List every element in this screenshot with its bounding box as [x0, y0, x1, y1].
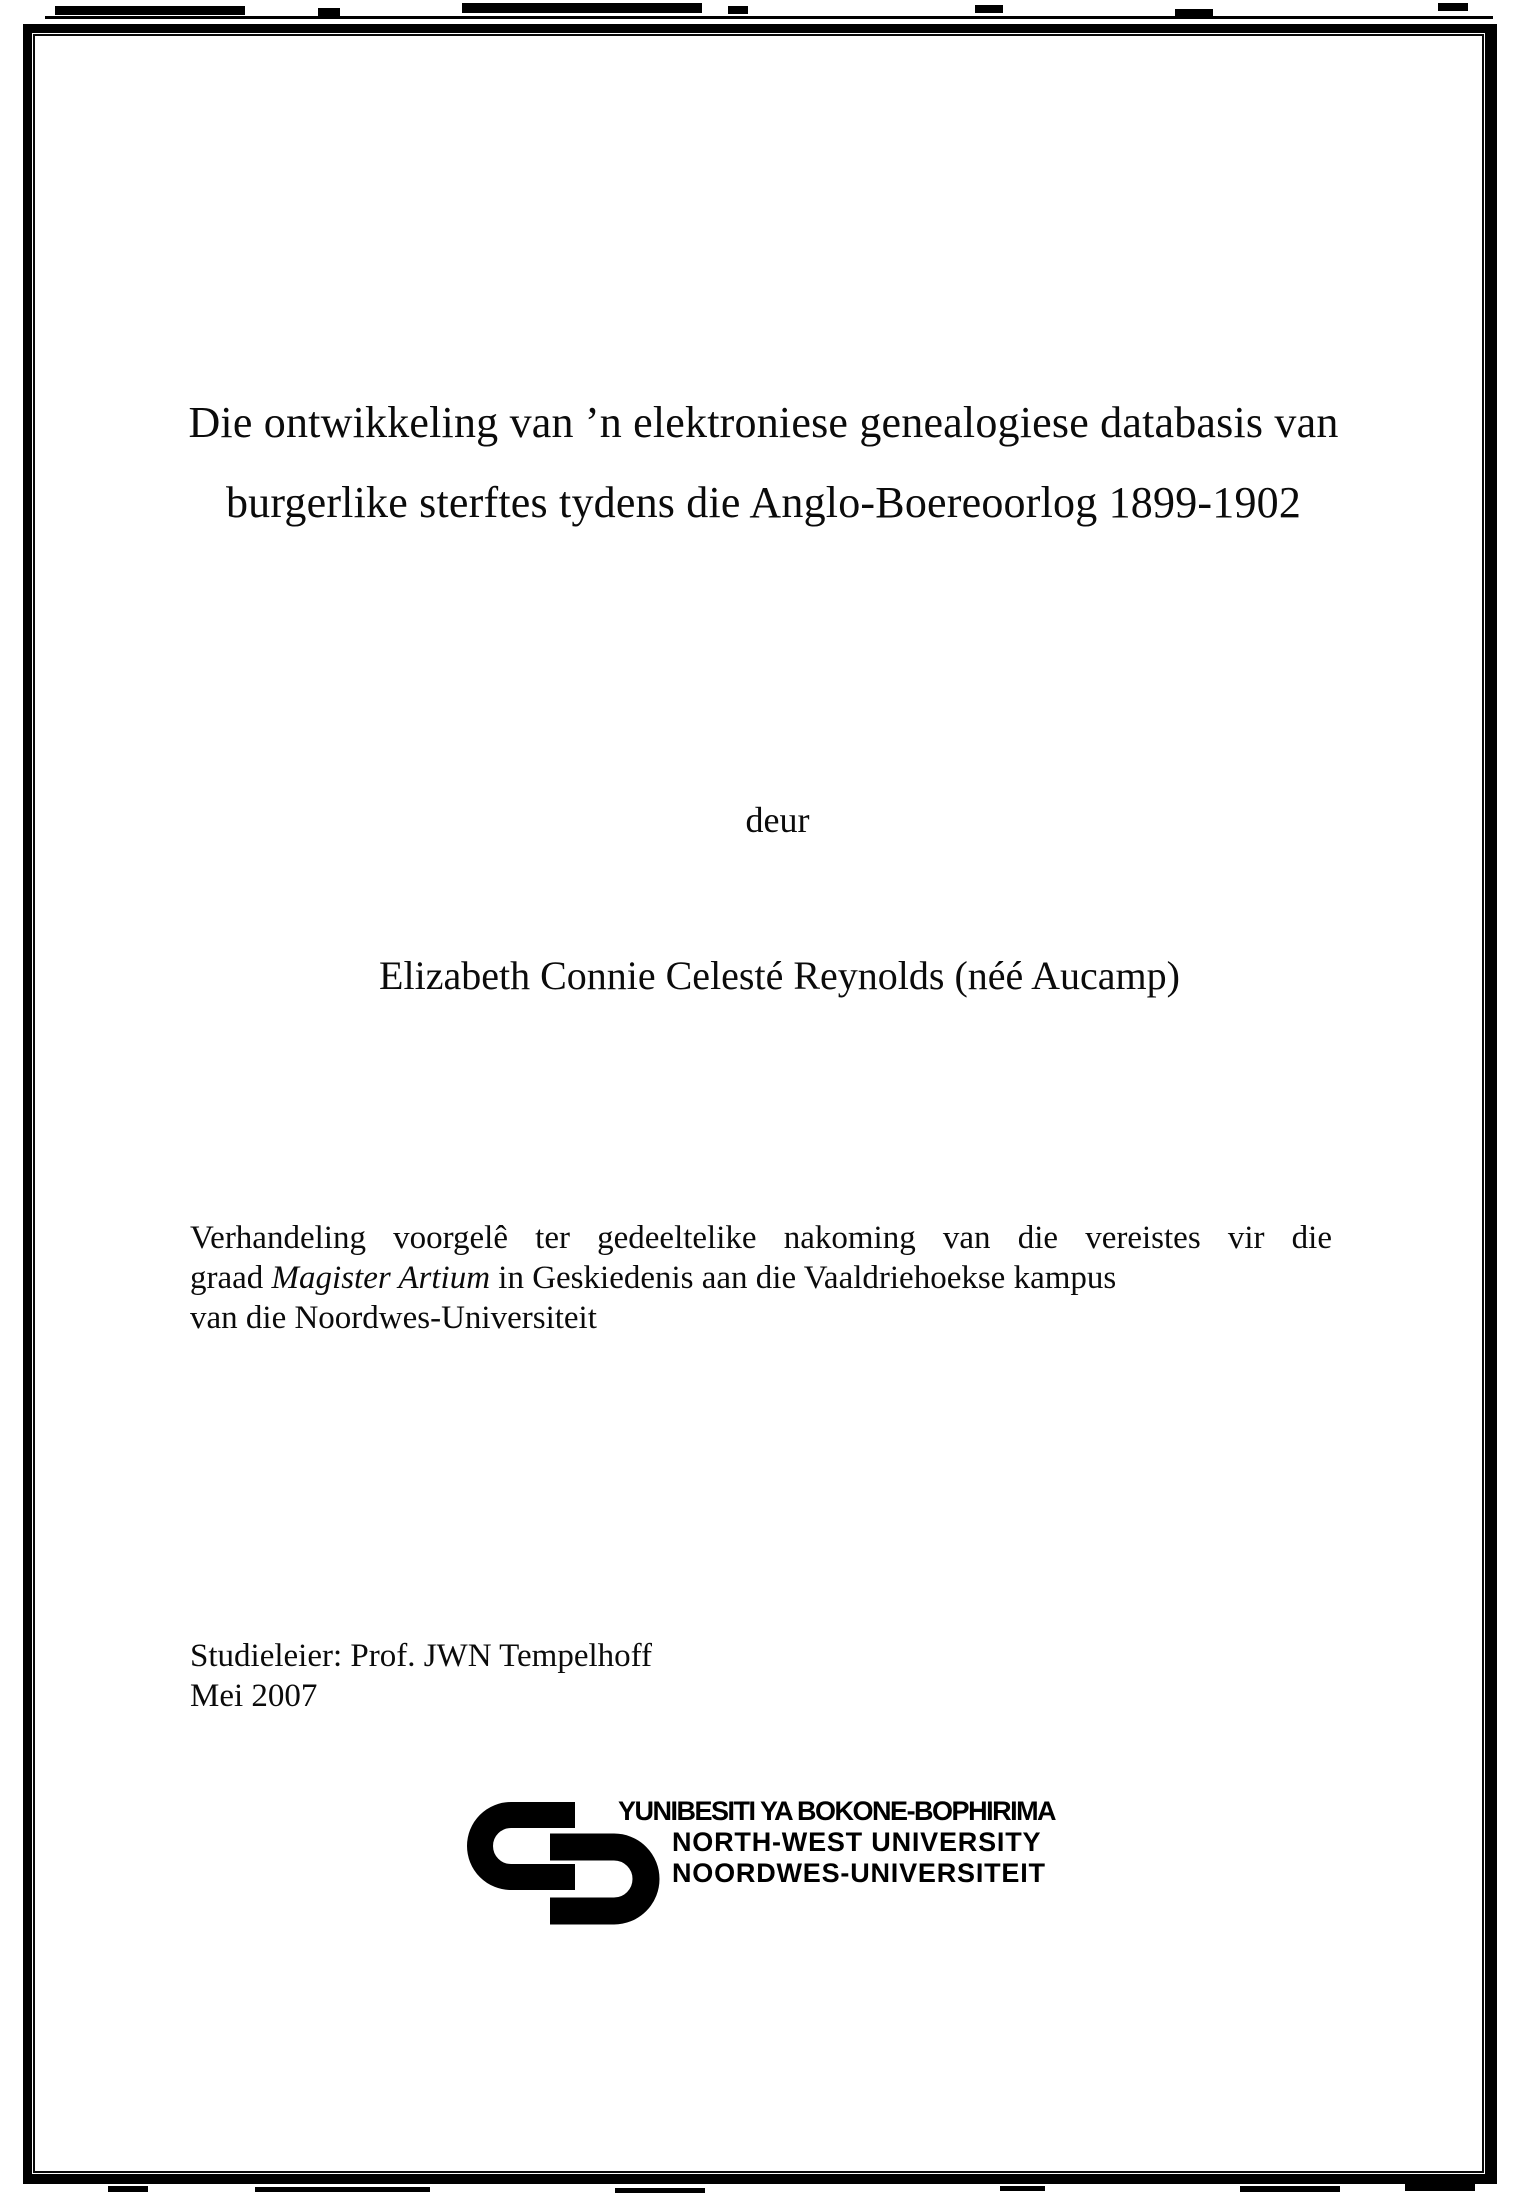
- university-name-english: NORTH-WEST UNIVERSITY: [672, 1827, 1042, 1857]
- submission-statement: [190, 1218, 1332, 1338]
- scan-artifact: [108, 2186, 148, 2192]
- scan-artifact: [1175, 9, 1213, 18]
- university-name-setswana: YUNIBESITI YA BOKONE-BOPHIRIMA: [618, 1796, 1056, 1826]
- author-name: Elizabeth Connie Celesté Reynolds (néé Aucamp): [379, 953, 1180, 998]
- scan-artifact: [462, 3, 702, 13]
- thesis-title: [34, 383, 1493, 543]
- submission-line-2-prefix: graad: [190, 1260, 272, 1296]
- scan-artifact: [615, 2188, 705, 2193]
- submission-line-3: van die Noordwes-Universiteit: [190, 1300, 597, 1336]
- scan-artifact: [318, 8, 340, 16]
- thesis-title-line-1: Die ontwikkeling van ’n elektroniese genealogiese databasis van: [188, 398, 1339, 447]
- scan-artifact: [1438, 3, 1468, 11]
- byline-word: deur: [745, 800, 810, 840]
- supervisor-line: Studieleier: Prof. JWN Tempelhoff: [190, 1638, 653, 1674]
- submission-line-2-suffix: in Geskiedenis aan die Vaaldriehoekse kampus: [490, 1260, 1117, 1296]
- submission-line-2: [190, 1258, 1332, 1298]
- scan-artifact: [55, 6, 245, 15]
- scan-artifact: [1405, 2184, 1475, 2191]
- scan-artifact: [728, 6, 748, 14]
- supervisor-block: [190, 1636, 652, 1716]
- scan-artifact: [975, 5, 1003, 13]
- submission-line-1: Verhandeling voorgelê ter gedeeltelike nakoming van die vereistes vir die: [190, 1220, 1332, 1256]
- university-name-afrikaans: NOORDWES-UNIVERSITEIT: [672, 1858, 1046, 1888]
- date-line: Mei 2007: [190, 1678, 318, 1714]
- degree-name: Magister Artium: [271, 1260, 491, 1296]
- thesis-title-line-2: burgerlike sterftes tydens die Anglo-Boereoorlog 1899-1902: [225, 478, 1302, 527]
- university-name-block: [618, 1796, 1056, 1889]
- scan-artifact: [255, 2187, 430, 2192]
- scan-artifact: [1000, 2186, 1045, 2191]
- scan-artifact: [1240, 2186, 1340, 2192]
- scan-artifact: [45, 16, 1493, 19]
